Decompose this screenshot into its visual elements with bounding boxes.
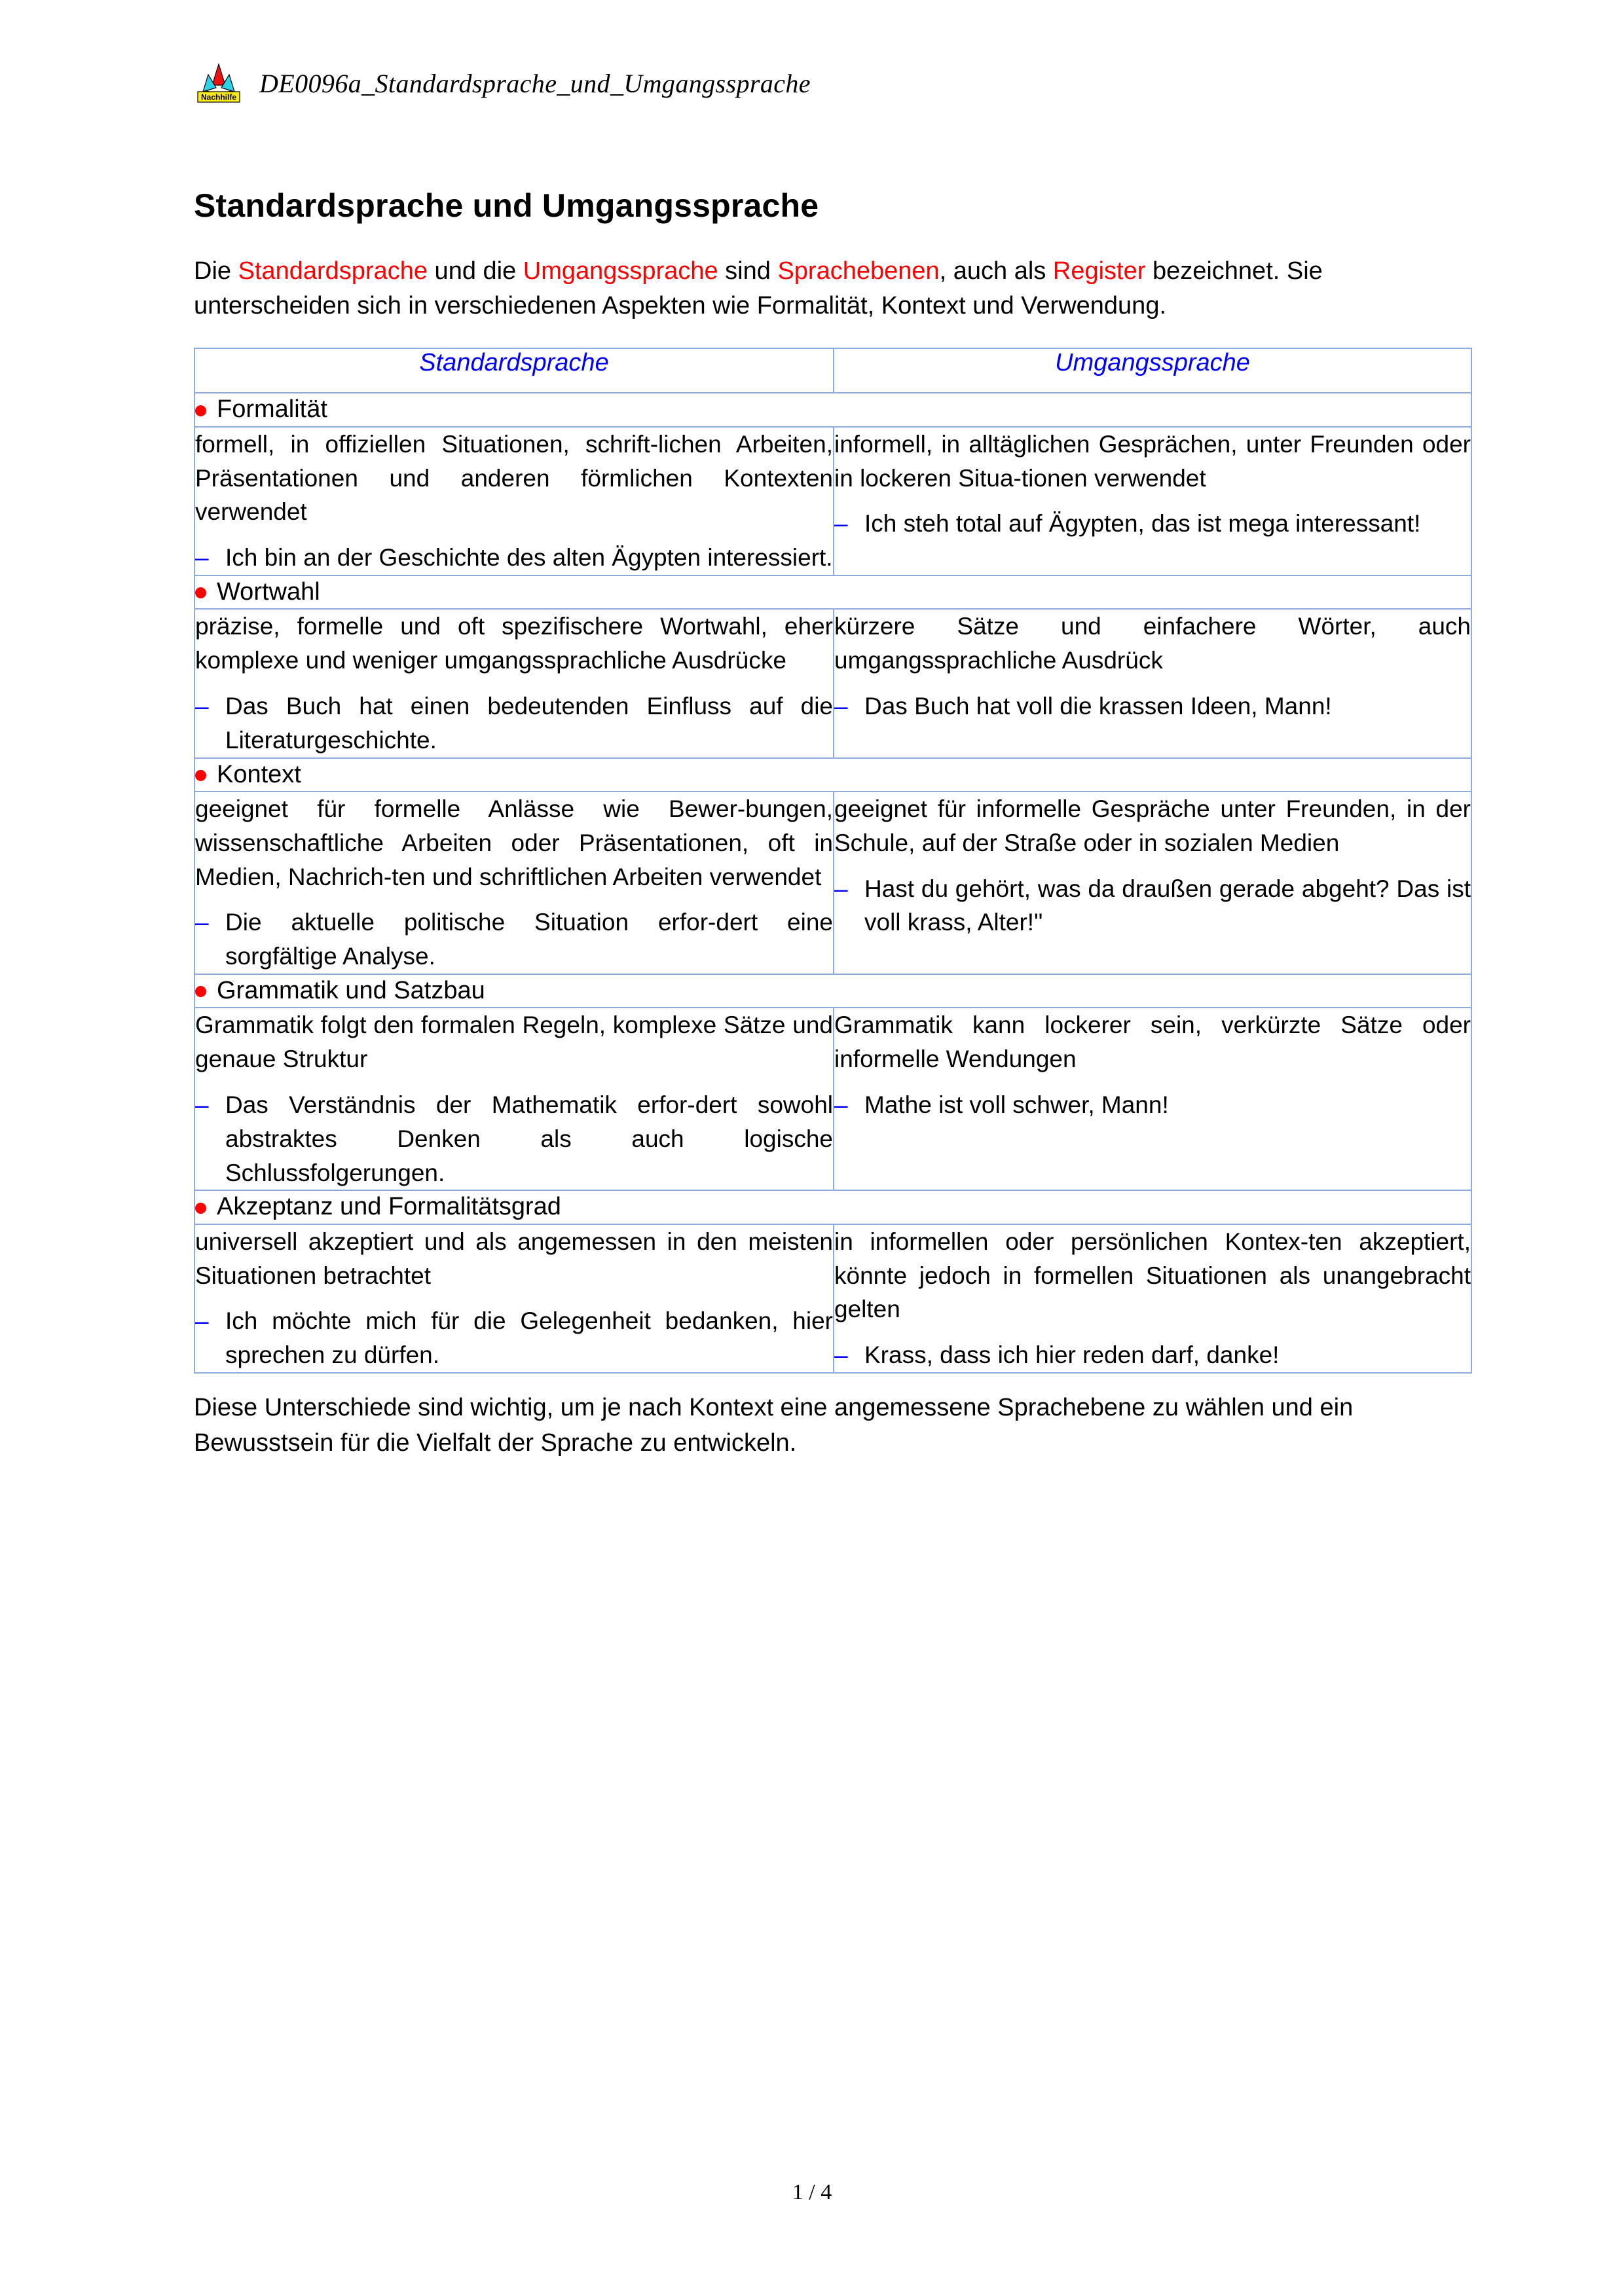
example-text: Das Buch hat voll die krassen Ideen, Mann! [864,692,1332,720]
example-item [834,872,1471,940]
content-cell-left-akzeptanz [194,1224,834,1373]
comparison-table [194,348,1472,1373]
example-item [834,1338,1471,1372]
table-body [194,393,1471,1372]
dash-icon: – [195,544,209,572]
svg-text:Nachhilfe: Nachhilfe [200,92,237,102]
description-text: formell, in offiziellen Situationen, schrift-lichen Arbeiten, Präsentationen und anderen förmlichen Kontexten verwendet [195,430,833,526]
intro-paragraph [194,254,1471,325]
category-label: Grammatik und Satzbau [217,976,485,1004]
example-item [195,1088,833,1190]
description-text: kürzere Sätze und einfachere Wörter, auch umgangssprachliche Ausdrück [834,613,1471,674]
description-text: universell akzeptiert und als angemessen in den meisten Situationen betrachtet [195,1228,833,1289]
page-footer [0,2180,1624,2205]
red-bullet-icon [195,405,206,416]
category-row [194,393,1471,426]
example-item [195,541,833,575]
table-header-row [194,348,1471,393]
content-row [194,1008,1471,1190]
dash-icon: – [834,510,848,538]
red-bullet-icon [195,986,206,997]
content-cell-left-formalitaet [194,427,834,575]
example-text: Ich steh total auf Ägypten, das ist mega interessant! [864,510,1421,538]
example-item [834,507,1471,541]
content-cell-right-akzeptanz [834,1224,1471,1373]
category-cell-wortwahl [194,575,1471,609]
category-label: Akzeptanz und Formalitätsgrad [217,1193,561,1221]
content-row [194,609,1471,757]
category-row [194,974,1471,1008]
intro-text-2: und die [428,257,523,285]
description-text: Grammatik folgt den formalen Regeln, komplexe Sätze und genaue Struktur [195,1011,833,1073]
intro-text-4: , auch als [939,257,1053,285]
intro-text-3: sind [718,257,778,285]
example-text: Das Buch hat einen bedeutenden Einfluss auf die Literaturgeschichte. [225,692,833,754]
red-bullet-icon [195,1203,206,1214]
description-text: geeignet für formelle Anlässe wie Bewer-bungen, wissenschaftliche Arbeiten oder Präsentationen, oft in Medien, Nachrich-ten und schriftlichen Arbeiten verwendet [195,795,833,890]
example-text: Das Verständnis der Mathematik erfor-dert sowohl abstraktes Denken als auch logische Schlussfolgerungen. [225,1091,833,1186]
content-cell-left-kontext [194,792,834,974]
example-item [834,689,1471,723]
content-cell-left-grammatik [194,1008,834,1190]
example-item [195,1304,833,1372]
nachhilfe-mountain-logo-icon [194,63,244,103]
content-cell-right-formalitaet [834,427,1471,575]
content-cell-right-kontext [834,792,1471,974]
column-header-standardsprache: Standardsprache [194,348,834,393]
content-row [194,792,1471,974]
category-label: Kontext [217,760,301,788]
category-cell-grammatik-und-satzbau [194,974,1471,1008]
category-cell-kontext [194,758,1471,792]
content-row [194,1224,1471,1373]
page-title: Standardsprache und Umgangssprache [194,187,819,224]
dash-icon: – [195,1091,209,1118]
column-header-umgangssprache: Umgangssprache [834,348,1471,393]
page-header [194,63,811,103]
description-text: informell, in alltäglichen Gesprächen, unter Freunden oder in lockeren Situa-tionen verwendet [834,430,1471,492]
keyword-register: Register [1052,257,1146,285]
content-row [194,427,1471,575]
content-cell-right-grammatik [834,1008,1471,1190]
category-label: Formalität [217,395,327,424]
keyword-sprachebenen: Sprachebenen [777,257,940,285]
description-text: Grammatik kann lockerer sein, verkürzte Sätze oder informelle Wendungen [834,1011,1471,1073]
header-document-id: DE0096a_Standardsprache_und_Umgangssprache [259,68,811,98]
dash-icon: – [834,875,848,902]
red-bullet-icon [195,770,206,781]
intro-text-5: bezeichnet. Sie unterscheiden sich in verschiedenen Aspekten wie Formalität, Kontext und Verwendung. [194,257,1323,320]
example-item [834,1088,1471,1122]
category-label: Wortwahl [217,577,320,606]
example-text: Die aktuelle politische Situation erfor-dert eine sorgfältige Analyse. [225,909,833,970]
content-cell-right-wortwahl [834,609,1471,757]
category-row [194,575,1471,609]
category-row [194,758,1471,792]
dash-icon: – [195,692,209,720]
dash-icon: – [834,692,848,720]
description-text: geeignet für informelle Gespräche unter Freunden, in der Schule, auf der Straße oder in sozialen Medien [834,795,1471,856]
category-cell-formalitaet [194,393,1471,426]
content-cell-left-wortwahl [194,609,834,757]
example-text: Ich möchte mich für die Gelegenheit bedanken, hier sprechen zu dürfen. [225,1307,833,1369]
example-text: Mathe ist voll schwer, Mann! [864,1091,1169,1118]
dash-icon: – [834,1341,848,1369]
keyword-standardsprache: Standardsprache [238,257,428,285]
outro-paragraph: Diese Unterschiede sind wichtig, um je nach Kontext eine angemessene Sprachebene zu wählen und ein Bewusstsein für die Vielfalt der Sprache zu entwickeln. [194,1393,1354,1457]
dash-icon: – [834,1091,848,1118]
intro-text-1: Die [194,257,238,285]
dash-icon: – [195,909,209,936]
category-row [194,1190,1471,1224]
red-bullet-icon [195,587,206,598]
description-text: in informellen oder persönlichen Kontex-ten akzeptiert, könnte jedoch in formellen Situationen als unangebracht gelten [834,1228,1471,1323]
page-indicator: 1 / 4 [792,2180,832,2204]
example-text: Krass, dass ich hier reden darf, danke! [864,1341,1280,1369]
document-body [194,187,1471,1461]
example-item [195,905,833,974]
example-text: Ich bin an der Geschichte des alten Ägypten interessiert. [225,544,833,572]
example-item [195,689,833,757]
description-text: präzise, formelle und oft spezifischere Wortwahl, eher komplexe und weniger umgangssprachliche Ausdrücke [195,613,833,674]
category-cell-akzeptanz-und-formalitaetsgrad [194,1190,1471,1224]
dash-icon: – [195,1307,209,1335]
keyword-umgangssprache: Umgangssprache [523,257,718,285]
example-text: Hast du gehört, was da draußen gerade abgeht? Das ist voll krass, Alter!" [864,875,1471,936]
